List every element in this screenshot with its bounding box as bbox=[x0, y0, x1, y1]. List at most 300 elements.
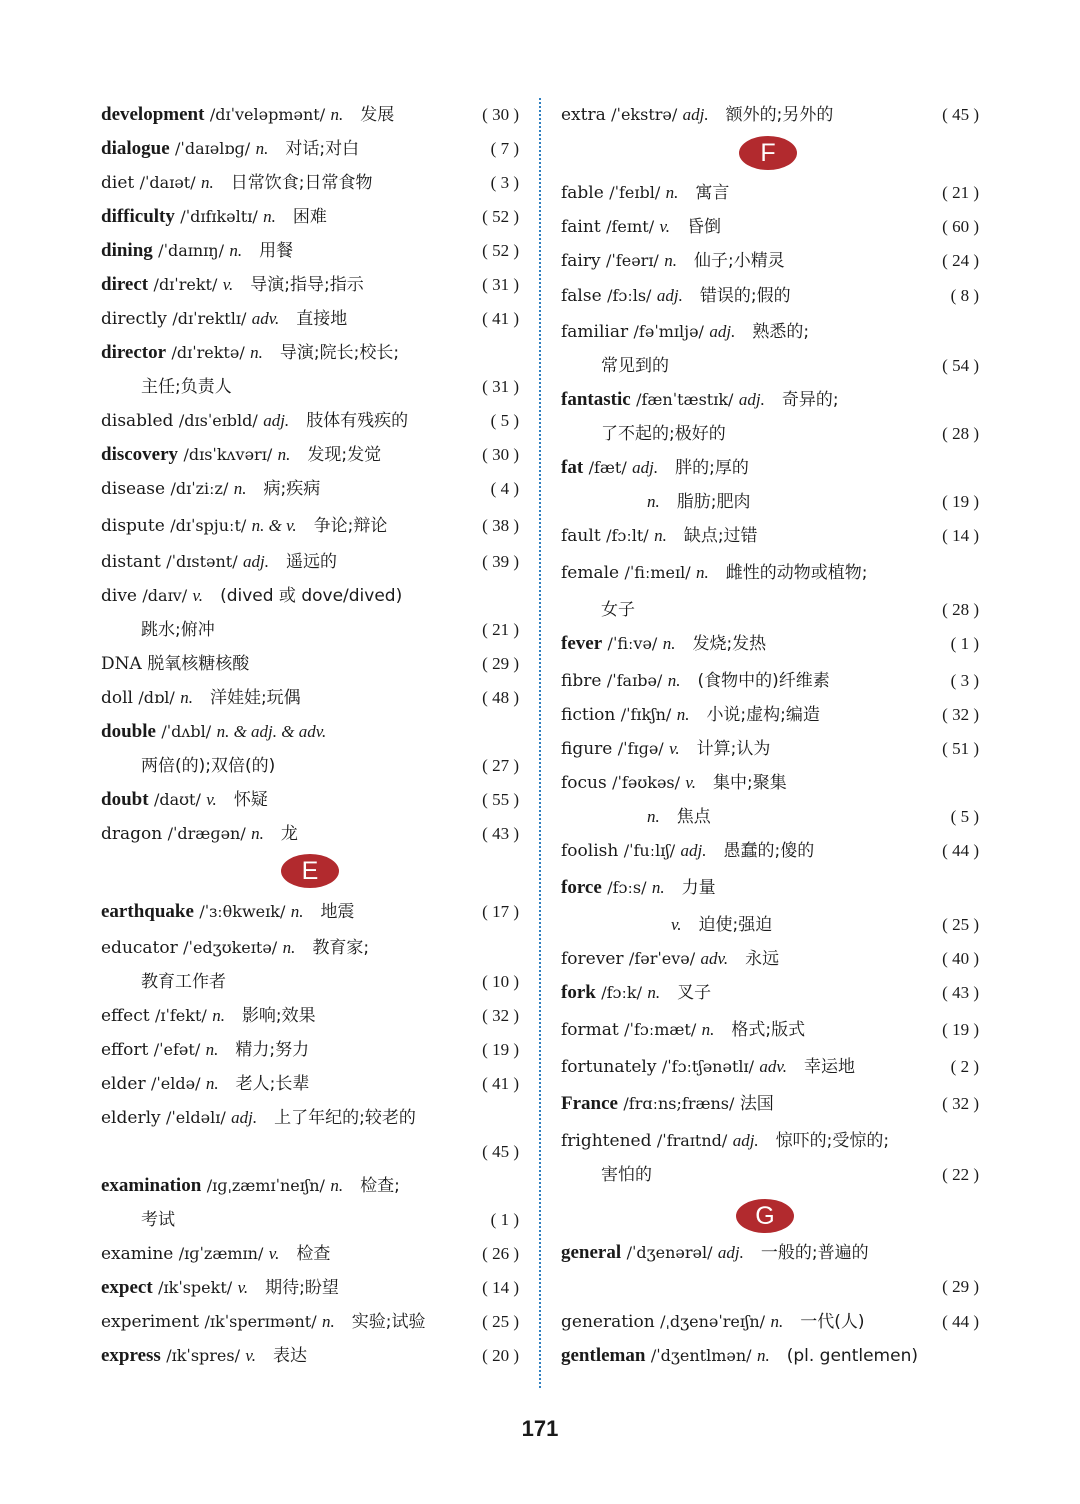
entry-line bbox=[101, 474, 519, 504]
definition: 考试 bbox=[141, 1210, 175, 1230]
definition: 错误的;假的 bbox=[699, 286, 791, 306]
definition: 龙 bbox=[280, 824, 298, 844]
entry-line bbox=[101, 819, 519, 849]
phonetic: /ˈdʒentlmən/ bbox=[650, 1346, 752, 1365]
phonetic: /dɪsˈkʌvərɪ/ bbox=[183, 445, 273, 464]
entry-text bbox=[561, 558, 868, 588]
entry-line bbox=[561, 1126, 979, 1156]
headword: dragon bbox=[101, 824, 163, 844]
definition: 肢体有残疾的 bbox=[306, 411, 409, 431]
unit-reference: ( 19 ) bbox=[942, 1020, 979, 1039]
part-of-speech: adv. bbox=[700, 949, 729, 968]
headword: educator bbox=[101, 938, 178, 958]
entry-line bbox=[561, 281, 979, 311]
headword: forever bbox=[561, 949, 624, 969]
headword: examination bbox=[101, 1175, 202, 1196]
phonetic: /fɔːk/ bbox=[601, 983, 642, 1002]
phonetic: /fɔːs/ bbox=[607, 878, 647, 897]
entry-text bbox=[101, 1171, 400, 1201]
entry-line bbox=[101, 1273, 519, 1303]
part-of-speech: v. bbox=[685, 773, 696, 792]
part-of-speech: n. bbox=[756, 1346, 770, 1365]
phonetic: /fɔːlt/ bbox=[606, 526, 649, 545]
headword: difficulty bbox=[101, 206, 175, 227]
definition: 导演;指导;指示 bbox=[250, 275, 364, 295]
part-of-speech: adj. bbox=[243, 552, 269, 571]
definition: 对话;对白 bbox=[285, 139, 360, 159]
entry-text bbox=[561, 700, 820, 730]
entry-line bbox=[561, 1015, 979, 1045]
part-of-speech: n. bbox=[322, 1312, 335, 1331]
part-of-speech: n. bbox=[647, 983, 661, 1002]
entry-text bbox=[601, 351, 669, 381]
part-of-speech: v. bbox=[659, 217, 671, 236]
entry-line bbox=[561, 351, 979, 381]
unit-reference: ( 48 ) bbox=[482, 688, 519, 707]
headword: fat bbox=[561, 457, 584, 478]
headword: familiar bbox=[561, 322, 629, 342]
unit-reference: ( 32 ) bbox=[482, 1006, 519, 1025]
headword: dispute bbox=[101, 516, 165, 536]
phonetic: /fɔːls/ bbox=[607, 286, 652, 305]
phonetic: /ˈɜːθkweɪk/ bbox=[199, 902, 286, 921]
part-of-speech: n. bbox=[212, 1006, 225, 1025]
phonetic: /ˈfeɪbl/ bbox=[609, 183, 661, 202]
entry-text bbox=[561, 100, 833, 130]
definition: 老人;长辈 bbox=[235, 1074, 310, 1094]
definition: 实验;试验 bbox=[351, 1312, 426, 1332]
entry-text bbox=[647, 487, 750, 517]
phonetic: /ˈdaɪəlɒɡ/ bbox=[175, 139, 251, 158]
part-of-speech: n. bbox=[662, 634, 676, 653]
entry-line bbox=[561, 978, 979, 1008]
entry-line bbox=[101, 581, 519, 611]
entry-line bbox=[561, 1272, 979, 1302]
entry-text bbox=[101, 134, 359, 164]
definition: 遥远的 bbox=[285, 552, 337, 572]
entry-text bbox=[561, 768, 787, 798]
headword: dining bbox=[101, 240, 153, 261]
entry-line bbox=[101, 134, 519, 164]
unit-reference: ( 26 ) bbox=[482, 1244, 519, 1263]
entry-text bbox=[601, 1160, 652, 1190]
definition: 仙子;小精灵 bbox=[693, 251, 785, 271]
entry-line bbox=[561, 666, 979, 696]
unit-reference: ( 30 ) bbox=[482, 445, 519, 464]
part-of-speech: n. bbox=[201, 173, 214, 192]
entry-text bbox=[101, 649, 249, 679]
unit-reference: ( 8 ) bbox=[950, 286, 979, 305]
headword: female bbox=[561, 563, 620, 583]
part-of-speech: v. bbox=[245, 1346, 256, 1365]
entry-line bbox=[101, 372, 519, 402]
unit-reference: ( 60 ) bbox=[942, 217, 979, 236]
headword: general bbox=[561, 1242, 622, 1263]
definition: 迫使;强迫 bbox=[698, 915, 773, 935]
unit-reference: ( 29 ) bbox=[942, 1277, 979, 1296]
headword: fable bbox=[561, 183, 604, 203]
headword: DNA bbox=[101, 654, 142, 674]
part-of-speech: n. & v. bbox=[251, 516, 297, 535]
unit-reference: ( 39 ) bbox=[482, 552, 519, 571]
phonetic: /ˈfəʊkəs/ bbox=[612, 773, 681, 792]
phonetic: /ˈeldə/ bbox=[150, 1074, 201, 1093]
phonetic: /ˈdræɡən/ bbox=[167, 824, 246, 843]
unit-reference: ( 17 ) bbox=[482, 902, 519, 921]
headword: dialogue bbox=[101, 138, 170, 159]
definition: 害怕的 bbox=[601, 1165, 652, 1185]
entry-text bbox=[141, 751, 275, 781]
phonetic: /dɪˈziːz/ bbox=[170, 479, 229, 498]
part-of-speech: v. bbox=[206, 790, 217, 809]
definition: 上了年纪的;较老的 bbox=[274, 1108, 416, 1128]
headword: fairy bbox=[561, 251, 601, 271]
definition: 期待;盼望 bbox=[265, 1278, 339, 1298]
entry-line bbox=[561, 558, 979, 588]
entry-text bbox=[561, 178, 729, 208]
entry-line bbox=[101, 1001, 519, 1031]
entry-line bbox=[561, 1238, 979, 1268]
headword: distant bbox=[101, 552, 161, 572]
entry-line bbox=[561, 178, 979, 208]
definition: (食物中的)纤维素 bbox=[697, 671, 830, 691]
phonetic: /daʊt/ bbox=[153, 790, 201, 809]
unit-reference: ( 40 ) bbox=[942, 949, 979, 968]
unit-reference: ( 38 ) bbox=[482, 516, 519, 535]
part-of-speech: adj. bbox=[656, 286, 683, 305]
headword: doll bbox=[101, 688, 133, 708]
phonetic: /fænˈtæstɪk/ bbox=[636, 390, 734, 409]
entry-line bbox=[101, 1307, 519, 1337]
part-of-speech: adj. bbox=[732, 1131, 759, 1150]
entry-line bbox=[101, 511, 519, 541]
entry-text bbox=[561, 1015, 805, 1045]
unit-reference: ( 25 ) bbox=[942, 915, 979, 934]
part-of-speech: n. bbox=[654, 526, 667, 545]
headword: gentleman bbox=[561, 1345, 646, 1366]
definition: 惊吓的;受惊的; bbox=[775, 1131, 890, 1151]
entry-text bbox=[561, 666, 830, 696]
phonetic: /dɪˈspjuːt/ bbox=[170, 516, 247, 535]
entry-line bbox=[101, 406, 519, 436]
phonetic: /ˈdɪstənt/ bbox=[166, 552, 238, 571]
part-of-speech: adv. bbox=[759, 1057, 787, 1076]
entry-text bbox=[101, 168, 373, 198]
entry-line bbox=[101, 967, 519, 997]
definition: 一般的;普遍的 bbox=[760, 1243, 869, 1263]
part-of-speech: adj. bbox=[263, 411, 290, 430]
phonetic: /fəˈmɪljə/ bbox=[633, 322, 704, 341]
headword: fortunately bbox=[561, 1057, 657, 1077]
entry-text bbox=[561, 1126, 889, 1156]
section-badge-e: E bbox=[281, 854, 339, 888]
headword: format bbox=[561, 1020, 619, 1040]
definition: 焦点 bbox=[676, 807, 711, 827]
part-of-speech: n. bbox=[251, 824, 264, 843]
definition: 一代(人) bbox=[800, 1312, 865, 1332]
unit-reference: ( 51 ) bbox=[942, 739, 979, 758]
part-of-speech: v. bbox=[237, 1278, 249, 1297]
definition: 额外的;另外的 bbox=[725, 105, 834, 125]
unit-reference: ( 43 ) bbox=[942, 983, 979, 1002]
entry-text bbox=[561, 836, 814, 866]
headword: effect bbox=[101, 1006, 150, 1026]
unit-reference: ( 27 ) bbox=[482, 756, 519, 775]
headword: director bbox=[101, 342, 167, 363]
phonetic: /ˈfɪɡə/ bbox=[617, 739, 664, 758]
entry-text bbox=[561, 246, 785, 276]
definition: 教育家; bbox=[312, 938, 370, 958]
entry-text bbox=[101, 785, 268, 815]
entry-line bbox=[101, 547, 519, 577]
part-of-speech: adj. bbox=[709, 322, 736, 341]
unit-reference: ( 21 ) bbox=[942, 183, 979, 202]
entry-line bbox=[561, 1341, 979, 1371]
phonetic: /ˈdaɪnɪŋ/ bbox=[158, 241, 224, 260]
part-of-speech: n. bbox=[770, 1312, 784, 1331]
headword: diet bbox=[101, 173, 135, 193]
entry-line bbox=[561, 910, 979, 940]
phonetic: /dɒl/ bbox=[138, 688, 175, 707]
part-of-speech: adv. bbox=[251, 309, 280, 328]
unit-reference: ( 28 ) bbox=[942, 424, 979, 443]
entry-line bbox=[101, 1205, 519, 1235]
entry-text bbox=[561, 629, 766, 659]
unit-reference: ( 32 ) bbox=[942, 705, 979, 724]
part-of-speech: v. bbox=[268, 1244, 280, 1263]
unit-reference: ( 22 ) bbox=[942, 1165, 979, 1184]
phonetic: /ˈfiːmeɪl/ bbox=[624, 563, 691, 582]
definition: 日常饮食;日常食物 bbox=[230, 173, 373, 193]
entry-text bbox=[101, 717, 343, 747]
unit-reference: ( 55 ) bbox=[482, 790, 519, 809]
unit-reference: ( 30 ) bbox=[482, 105, 519, 124]
headword: direct bbox=[101, 274, 149, 295]
headword: double bbox=[101, 721, 156, 742]
definition: 缺点;过错 bbox=[683, 526, 758, 546]
entry-line bbox=[101, 270, 519, 300]
definition: 两倍(的);双倍(的) bbox=[141, 756, 276, 776]
headword: disease bbox=[101, 479, 166, 499]
entry-line bbox=[101, 338, 519, 368]
entry-line bbox=[561, 385, 979, 415]
definition: 脂肪;肥肉 bbox=[676, 492, 751, 512]
phonetic: /dɪˈveləpmənt/ bbox=[209, 105, 326, 124]
entry-line bbox=[561, 1160, 979, 1190]
unit-reference: ( 25 ) bbox=[482, 1312, 519, 1331]
headword: figure bbox=[561, 739, 613, 759]
entry-text bbox=[561, 453, 749, 483]
definition: 集中;聚集 bbox=[712, 773, 787, 793]
entry-line bbox=[101, 304, 519, 334]
entry-text bbox=[101, 1035, 309, 1065]
definition: 发烧;发热 bbox=[692, 634, 767, 654]
entry-text bbox=[101, 1103, 416, 1133]
definition: (pl. gentlemen) bbox=[786, 1346, 918, 1366]
definition: 用餐 bbox=[259, 241, 294, 261]
phonetic: /ɪɡˌzæmɪˈneɪʃn/ bbox=[206, 1176, 325, 1195]
definition: 精力;努力 bbox=[235, 1040, 310, 1060]
entry-line bbox=[101, 236, 519, 266]
definition: 争论;辩论 bbox=[313, 516, 388, 536]
headword: experiment bbox=[101, 1312, 200, 1332]
part-of-speech: n. & adj. & adv. bbox=[216, 722, 327, 741]
definition: 检查 bbox=[296, 1244, 331, 1264]
entry-line bbox=[561, 802, 979, 832]
definition: 力量 bbox=[681, 878, 716, 898]
part-of-speech: n. bbox=[290, 902, 304, 921]
definition: 愚蠢的;傻的 bbox=[723, 841, 815, 861]
phonetic: /ˈfiːvə/ bbox=[607, 634, 658, 653]
headword: examine bbox=[101, 1244, 174, 1264]
unit-reference: ( 4 ) bbox=[490, 479, 519, 498]
unit-reference: ( 21 ) bbox=[482, 620, 519, 639]
unit-reference: ( 43 ) bbox=[482, 824, 519, 843]
entry-line bbox=[101, 615, 519, 645]
part-of-speech: n. bbox=[233, 479, 247, 498]
part-of-speech: n. bbox=[229, 241, 243, 260]
entry-line bbox=[101, 933, 519, 963]
unit-reference: ( 5 ) bbox=[490, 411, 519, 430]
phonetic: /ˈefət/ bbox=[153, 1040, 201, 1059]
entry-text bbox=[141, 967, 226, 997]
headword: expect bbox=[101, 1277, 153, 1298]
headword: fork bbox=[561, 982, 596, 1003]
entry-line bbox=[101, 751, 519, 781]
definition: 教育工作者 bbox=[141, 972, 226, 992]
entry-line bbox=[561, 1307, 979, 1337]
entry-text bbox=[101, 440, 381, 470]
entry-text bbox=[101, 100, 394, 130]
part-of-speech: adj. bbox=[717, 1243, 744, 1262]
phonetic: /ɪkˈsperɪmənt/ bbox=[204, 1312, 317, 1331]
phonetic: /ˈfɔːtʃənətlɪ/ bbox=[661, 1057, 754, 1076]
phonetic: /frɑːns;fræns/ bbox=[623, 1094, 735, 1113]
entry-line bbox=[561, 521, 979, 551]
entry-line bbox=[101, 440, 519, 470]
part-of-speech: v. bbox=[671, 915, 682, 934]
entry-text bbox=[101, 819, 298, 849]
entry-line bbox=[101, 717, 519, 747]
part-of-speech: adj. bbox=[682, 105, 709, 124]
definition: 表达 bbox=[272, 1346, 307, 1366]
part-of-speech: v. bbox=[192, 586, 204, 605]
phonetic: /fərˈevə/ bbox=[628, 949, 696, 968]
headword: France bbox=[561, 1093, 618, 1114]
part-of-speech: n. bbox=[701, 1020, 715, 1039]
headword: frightened bbox=[561, 1131, 652, 1151]
part-of-speech: n. bbox=[282, 938, 296, 957]
entry-line bbox=[561, 836, 979, 866]
entry-line bbox=[561, 1089, 979, 1119]
part-of-speech: n. bbox=[676, 705, 690, 724]
headword: dive bbox=[101, 586, 137, 606]
phonetic: /ˈfɔːmæt/ bbox=[624, 1020, 697, 1039]
unit-reference: ( 52 ) bbox=[482, 241, 519, 260]
unit-reference: ( 19 ) bbox=[482, 1040, 519, 1059]
entry-text bbox=[561, 281, 791, 311]
phonetic: /ˈeldəlɪ/ bbox=[166, 1108, 226, 1127]
entry-line bbox=[561, 734, 979, 764]
headword: disabled bbox=[101, 411, 174, 431]
part-of-speech: adj. bbox=[680, 841, 707, 860]
unit-reference: ( 41 ) bbox=[482, 1074, 519, 1093]
headword: elderly bbox=[101, 1108, 161, 1128]
entry-text bbox=[101, 474, 320, 504]
entry-line bbox=[561, 595, 979, 625]
headword: elder bbox=[101, 1074, 146, 1094]
part-of-speech: v. bbox=[222, 275, 234, 294]
definition: 小说;虚构;编造 bbox=[706, 705, 820, 725]
part-of-speech: n. bbox=[667, 671, 681, 690]
entry-text bbox=[101, 1001, 316, 1031]
definition: 检查; bbox=[360, 1176, 400, 1196]
entry-text bbox=[561, 1341, 918, 1371]
unit-reference: ( 44 ) bbox=[942, 1312, 979, 1331]
unit-reference: ( 31 ) bbox=[482, 275, 519, 294]
unit-reference: ( 1 ) bbox=[950, 634, 979, 653]
definition: 法国 bbox=[739, 1094, 774, 1114]
definition: 幸运地 bbox=[803, 1057, 855, 1077]
entry-line bbox=[101, 1035, 519, 1065]
phonetic: /ˈfeərɪ/ bbox=[606, 251, 659, 270]
part-of-speech: n. bbox=[277, 445, 291, 464]
part-of-speech: n. bbox=[696, 563, 709, 582]
unit-reference: ( 31 ) bbox=[482, 377, 519, 396]
part-of-speech: n. bbox=[330, 1176, 344, 1195]
definition: 叉子 bbox=[677, 983, 712, 1003]
entry-text bbox=[647, 802, 711, 832]
entry-text bbox=[561, 734, 770, 764]
entry-text bbox=[141, 1205, 175, 1235]
phonetic: /ˈdʒenərəl/ bbox=[626, 1243, 713, 1262]
unit-reference: ( 29 ) bbox=[482, 654, 519, 673]
part-of-speech: adj. bbox=[632, 458, 659, 477]
phonetic: /daɪv/ bbox=[142, 586, 188, 605]
part-of-speech: n. bbox=[263, 207, 276, 226]
headword: faint bbox=[561, 217, 601, 237]
part-of-speech: n. bbox=[665, 183, 679, 202]
phonetic: /ˈdɪfɪkəltɪ/ bbox=[180, 207, 258, 226]
entry-text bbox=[101, 933, 369, 963]
phonetic: /ˈekstrə/ bbox=[611, 105, 678, 124]
entry-line bbox=[101, 100, 519, 130]
unit-reference: ( 5 ) bbox=[950, 807, 979, 826]
phonetic: /ɪkˈspres/ bbox=[166, 1346, 240, 1365]
unit-reference: ( 32 ) bbox=[942, 1094, 979, 1113]
entry-text bbox=[561, 1052, 855, 1082]
part-of-speech: n. bbox=[647, 807, 660, 826]
unit-reference: ( 14 ) bbox=[482, 1278, 519, 1297]
part-of-speech: n. bbox=[664, 251, 677, 270]
unit-reference: ( 3 ) bbox=[950, 671, 979, 690]
phonetic: /ˈfraɪtnd/ bbox=[656, 1131, 728, 1150]
definition: 熟悉的; bbox=[752, 322, 810, 342]
definition: 发现;发觉 bbox=[307, 445, 382, 465]
entry-line bbox=[101, 785, 519, 815]
headword: express bbox=[101, 1345, 161, 1366]
definition: 直接地 bbox=[296, 309, 348, 329]
phonetic: /fæt/ bbox=[588, 458, 627, 477]
phonetic: /ɪˈfekt/ bbox=[154, 1006, 207, 1025]
definition: 影响;效果 bbox=[241, 1006, 316, 1026]
unit-reference: ( 45 ) bbox=[942, 105, 979, 124]
unit-reference: ( 14 ) bbox=[942, 526, 979, 545]
entry-text bbox=[561, 1089, 774, 1119]
definition: 计算;认为 bbox=[696, 739, 771, 759]
phonetic: /dɪˈrektlɪ/ bbox=[172, 309, 247, 328]
definition: 发展 bbox=[360, 105, 395, 125]
